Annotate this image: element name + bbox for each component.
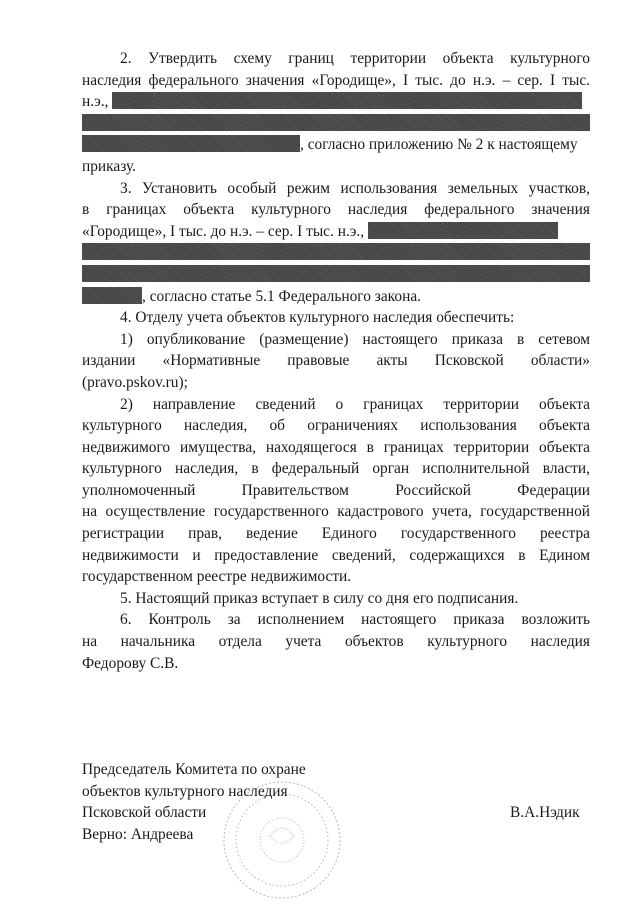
item-3-line: в границах объекта культурного наследия федерального значения [82,201,590,219]
item-2-line [82,134,590,156]
item-2-text: н.э., [82,93,109,111]
redaction-block [112,92,582,109]
redaction-block [82,265,590,282]
item-4-1-line: (pravo.pskov.ru); [82,373,188,391]
redaction-block [82,287,142,304]
redaction-block [82,243,590,260]
item-4-2-line: уполномоченный Правительством Российской Федерации [82,481,590,499]
item-4-2-line: 2) направление сведений о границах территории объекта [120,395,590,413]
document-body [82,48,590,674]
item-4-2-line: культурного наследия, об ограничениях использования объекта [82,417,590,435]
item-2-line: приказу. [82,157,137,175]
item-3-line: 3. Установить особый режим использования земельных участков, [120,179,590,197]
item-5-line: 5. Настоящий приказ вступает в силу со дня его подписания. [120,589,519,607]
redaction-block [82,135,300,152]
signer-position: объектов культурного наследия [82,782,288,800]
item-4-2-line: регистрации прав, ведение Единого государственного реестра [82,525,590,543]
item-6-line: на начальника отдела учета объектов культурного наследия [82,633,590,651]
signature-block [82,759,306,845]
signer-position: Председатель Комитета по охране [82,761,306,778]
item-2-text: , согласно приложению № 2 к настоящему [300,136,578,154]
item-4-line: 4. Отделу учета объектов культурного наследия обеспечить: [120,309,515,327]
item-6-line: Федорову С.В. [82,654,179,672]
verified-by: Верно: Андреева [82,825,194,843]
item-4-2-line: государственном реестре недвижимости. [82,568,352,586]
item-4-2-line: недвижимости и предоставление сведений, содержащихся в Едином [82,546,590,564]
item-3-line [82,264,590,286]
item-3-text: «Городище», I тыс. до н.э. – сер. I тыс. н.э., [82,222,365,240]
redaction-block [82,114,590,131]
item-3-line [82,221,590,243]
item-4-2-line: недвижимого имущества, находящегося в границах территории объекта [82,438,590,456]
item-4-1-line: 1) опубликование (размещение) настоящего приказа в сетевом [120,330,590,348]
item-2-line [82,113,590,135]
redaction-block [368,222,558,239]
item-3-line [82,242,590,264]
item-2-line: 2. Утвердить схему границ территории объекта культурного [120,50,590,67]
item-4-1-line: издании «Нормативные правовые акты Псковской области» [82,352,590,370]
item-3-text: , согласно статье 5.1 Федерального закона. [142,287,421,305]
item-3-line [82,286,590,308]
signer-name: В.А.Нэдик [510,804,580,821]
item-2-line [82,91,590,113]
item-6-line: 6. Контроль за исполнением настоящего приказа возложить [120,611,590,629]
item-2-line: наследия федерального значения «Городище», I тыс. до н.э. – сер. I тыс. [82,71,590,89]
item-4-2-line: культурного наследия, в федеральный орган исполнительной власти, [82,460,590,478]
item-4-2-line: на осуществление государственного кадастрового учета, государственной [82,503,590,521]
signer-position: Псковской области [82,804,207,821]
